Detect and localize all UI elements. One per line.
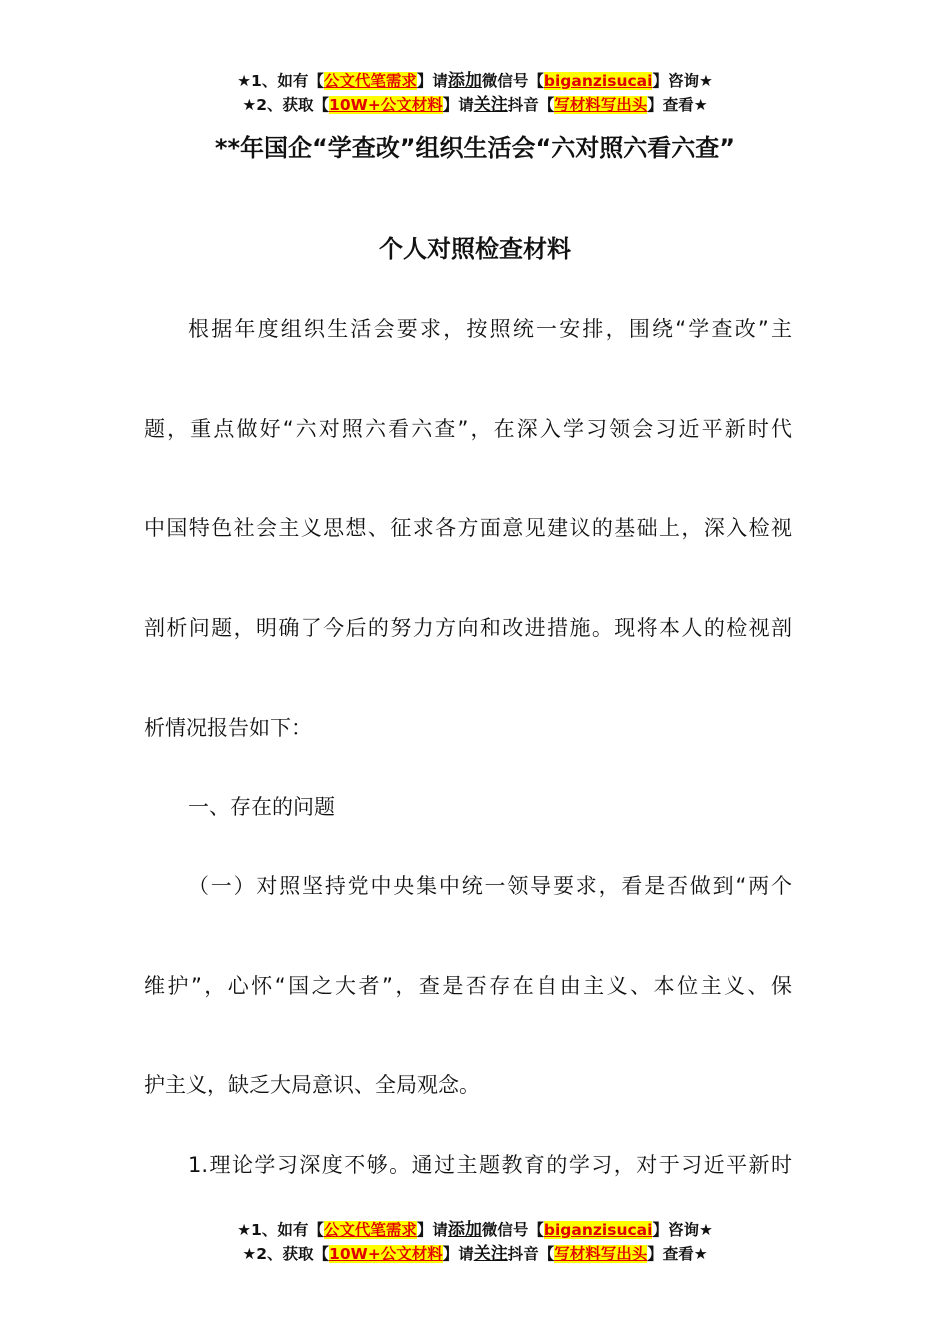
- paragraph-line: 维护”，心怀“国之大者”，查是否存在自由主义、本位主义、保: [144, 974, 792, 998]
- promo-highlight: 10W+公文材料: [329, 1245, 443, 1263]
- paragraph-line: 中国特色社会主义思想、征求各方面意见建议的基础上，深入检视: [144, 516, 792, 540]
- promo-text: 微信号【: [481, 1221, 544, 1239]
- paragraph-line: 剖析问题，明确了今后的努力方向和改进措施。现将本人的检视剖: [144, 616, 792, 640]
- promo-text: 】请: [416, 1221, 448, 1239]
- promo-highlight: 写材料写出头: [554, 96, 648, 114]
- promo-line-2: [0, 93, 950, 117]
- paragraph-line: 题，重点做好“六对照六看六查”，在深入学习领会习近平新时代: [144, 417, 792, 441]
- promo-highlight: 10W+公文材料: [329, 96, 443, 114]
- promo-text: 1、如有【: [251, 72, 324, 90]
- promo-text: 抖音【: [507, 96, 555, 114]
- promo-text: 2、获取【: [256, 96, 330, 114]
- document-subtitle: 个人对照检查材料: [379, 235, 571, 263]
- promo-underline: 关注: [473, 1244, 508, 1264]
- promo-text: 】请: [416, 72, 448, 90]
- document-title: **年国企“学查改”组织生活会“六对照六看六查”: [214, 134, 736, 162]
- promo-text: 2、获取【: [256, 1245, 330, 1263]
- promo-highlight: 写材料写出头: [554, 1245, 648, 1263]
- promo-text: 微信号【: [481, 72, 544, 90]
- promo-text: 】咨询★: [652, 72, 713, 90]
- promo-underline: 添加: [447, 71, 482, 91]
- promo-line-1: [0, 69, 950, 93]
- paragraph-line: 1.理论学习深度不够。通过主题教育的学习，对于习近平新时: [188, 1153, 792, 1177]
- paragraph-line: （一）对照坚持党中央集中统一领导要求，看是否做到“两个: [188, 874, 792, 898]
- promo-highlight: biganzisucai: [543, 72, 653, 90]
- promo-banner-bottom: [0, 1218, 950, 1266]
- paragraph-line: 根据年度组织生活会要求，按照统一安排，围绕“学查改”主: [188, 317, 792, 341]
- promo-text: 】查看★: [647, 1245, 708, 1263]
- promo-underline: 关注: [473, 95, 508, 115]
- star-icon: ★: [242, 1245, 257, 1263]
- star-icon: ★: [237, 72, 252, 90]
- promo-text: 1、如有【: [251, 1221, 324, 1239]
- section-heading: 一、存在的问题: [188, 795, 335, 819]
- promo-underline: 添加: [447, 1220, 482, 1240]
- promo-highlight: 公文代笔需求: [323, 72, 417, 90]
- paragraph-line: 护主义，缺乏大局意识、全局观念。: [144, 1073, 480, 1097]
- promo-highlight: 公文代笔需求: [323, 1221, 417, 1239]
- star-icon: ★: [242, 96, 257, 114]
- promo-highlight: biganzisucai: [543, 1221, 653, 1239]
- promo-text: 】咨询★: [652, 1221, 713, 1239]
- promo-line-1: [0, 1218, 950, 1242]
- promo-text: 抖音【: [507, 1245, 555, 1263]
- promo-text: 】请: [442, 1245, 474, 1263]
- promo-text: 】请: [442, 96, 474, 114]
- promo-text: 】查看★: [647, 96, 708, 114]
- promo-line-2: [0, 1242, 950, 1266]
- paragraph-line: 析情况报告如下：: [144, 716, 312, 740]
- star-icon: ★: [237, 1221, 252, 1239]
- promo-banner-top: [0, 69, 950, 117]
